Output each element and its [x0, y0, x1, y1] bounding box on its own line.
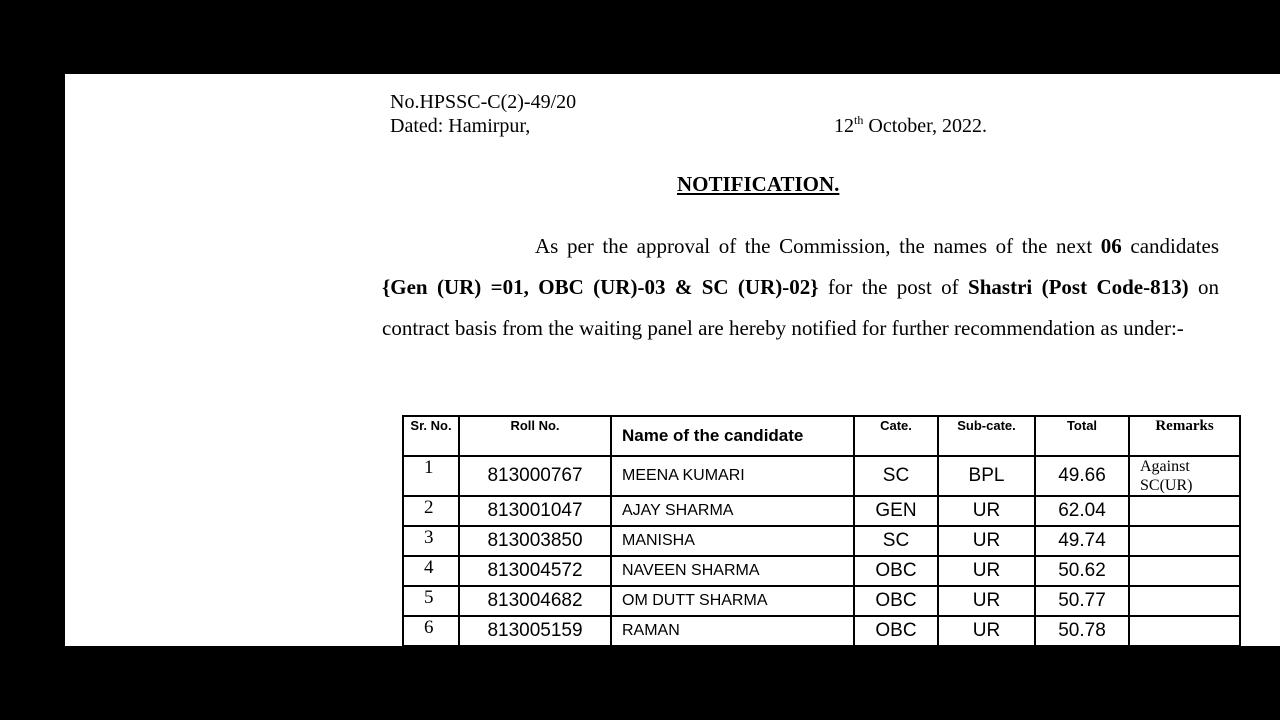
para-text-4: on contract basis from the waiting panel are hereby notified for further recommendation as under:-: [382, 275, 1219, 340]
notification-heading: NOTIFICATION.: [677, 172, 840, 196]
cell-total: 62.04: [1035, 496, 1129, 526]
cell-sub-category: UR: [938, 556, 1035, 586]
table-row: [403, 556, 1240, 586]
reference-number: No.HPSSC-C(2)-49/20: [390, 91, 577, 113]
para-text-2: candidates: [1121, 234, 1219, 258]
cell-total: 49.66: [1035, 456, 1129, 496]
cell-total: 49.74: [1035, 526, 1129, 556]
header-remarks: Remarks: [1129, 416, 1240, 456]
candidates-table: [402, 415, 1241, 646]
cell-name: RAMAN: [611, 616, 854, 646]
cell-roll: 813001047: [459, 496, 611, 526]
cell-roll: 813003850: [459, 526, 611, 556]
cell-sub-category: UR: [938, 526, 1035, 556]
para-text-1: As per the approval of the Commission, the names of the next: [535, 234, 1101, 258]
cell-category: OBC: [854, 586, 938, 616]
cell-name: MANISHA: [611, 526, 854, 556]
cell-sr: 5: [403, 586, 459, 616]
cell-total: 50.62: [1035, 556, 1129, 586]
date-suffix: th: [854, 113, 864, 127]
cell-total: 50.77: [1035, 586, 1129, 616]
notification-paragraph: [382, 226, 1219, 349]
post-name: Shastri (Post Code-813): [968, 275, 1189, 299]
para-text-3: for the post of: [818, 275, 969, 299]
date-day: 12: [834, 115, 855, 137]
cell-sub-category: UR: [938, 496, 1035, 526]
table-row: [403, 586, 1240, 616]
cell-category: OBC: [854, 556, 938, 586]
cell-sub-category: UR: [938, 616, 1035, 646]
cell-name: AJAY SHARMA: [611, 496, 854, 526]
document-page: [65, 74, 1280, 646]
table-row: [403, 526, 1240, 556]
cell-name: MEENA KUMARI: [611, 456, 854, 496]
cell-remarks: [1129, 616, 1240, 646]
header-sub-category: Sub-cate.: [938, 416, 1035, 456]
cell-sub-category: BPL: [938, 456, 1035, 496]
cell-sub-category: UR: [938, 586, 1035, 616]
header-roll-no: Roll No.: [459, 416, 611, 456]
cell-sr: 6: [403, 616, 459, 646]
cell-total: 50.78: [1035, 616, 1129, 646]
dated-line: [390, 114, 987, 138]
cell-name: OM DUTT SHARMA: [611, 586, 854, 616]
notification-date: [834, 114, 987, 140]
table-row: [403, 456, 1240, 496]
header-category: Cate.: [854, 416, 938, 456]
cell-remarks: [1129, 586, 1240, 616]
header-sr-no: Sr. No.: [403, 416, 459, 456]
candidate-count: 06: [1100, 234, 1122, 258]
cell-sr: 1: [403, 456, 459, 496]
cell-roll: 813004572: [459, 556, 611, 586]
cell-roll: 813000767: [459, 456, 611, 496]
category-breakdown: {Gen (UR) =01, OBC (UR)-03 & SC (UR)-02}: [382, 275, 819, 299]
header-candidate-name: Name of the candidate: [611, 416, 854, 456]
cell-category: SC: [854, 526, 938, 556]
cell-category: GEN: [854, 496, 938, 526]
table-row: [403, 496, 1240, 526]
cell-remarks: [1129, 556, 1240, 586]
cell-sr: 4: [403, 556, 459, 586]
dated-label: Dated: Hamirpur,: [390, 115, 531, 137]
cell-category: SC: [854, 456, 938, 496]
cell-category: OBC: [854, 616, 938, 646]
cell-remarks: Against SC(UR): [1129, 456, 1240, 496]
table-row: [403, 616, 1240, 646]
cell-roll: 813005159: [459, 616, 611, 646]
cell-roll: 813004682: [459, 586, 611, 616]
cell-sr: 3: [403, 526, 459, 556]
cell-name: NAVEEN SHARMA: [611, 556, 854, 586]
header-total: Total: [1035, 416, 1129, 456]
table-header-row: [403, 416, 1240, 456]
cell-remarks: [1129, 526, 1240, 556]
cell-remarks: [1129, 496, 1240, 526]
cell-sr: 2: [403, 496, 459, 526]
date-rest: October, 2022.: [863, 115, 987, 137]
